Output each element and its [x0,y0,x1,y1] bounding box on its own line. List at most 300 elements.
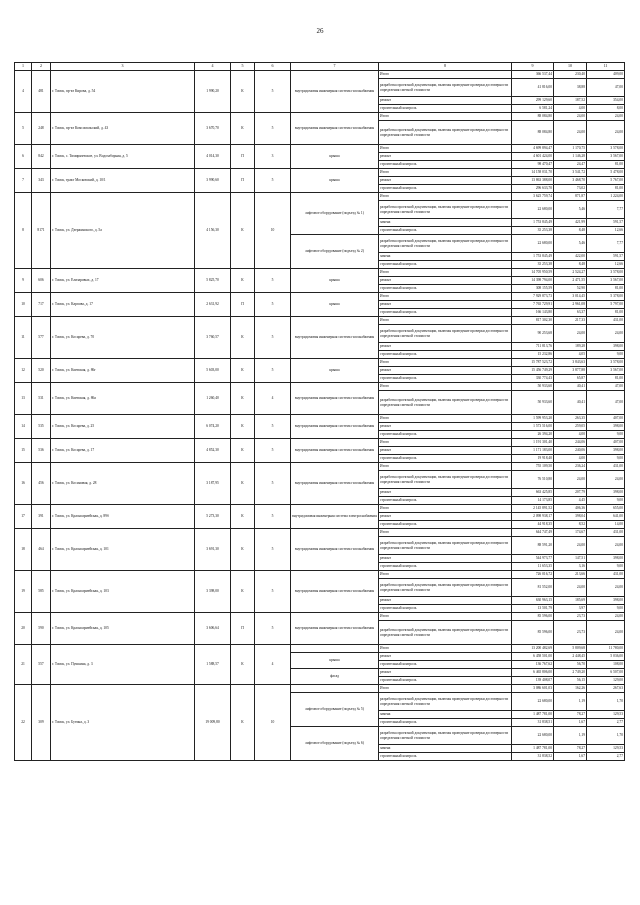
max-cost-value: 9,00 [587,563,625,571]
max-cost-value: 81,00 [587,185,625,193]
max-cost-value: 9,00 [587,605,625,613]
max-cost-value: 3 567,00 [587,277,625,285]
house-area: 3 691,30 [195,529,231,571]
row-number: 9 [15,269,32,293]
unit-cost-value: 1 170,75 [554,145,587,153]
work-kind: строительный контроль [379,161,512,169]
work-kind: разработка проектной документации, включая проведение проверки достоверности определения сметной стоимости [379,391,512,415]
house-area: 5 603,00 [195,359,231,383]
work-type: внутридомовая инженерная система газоснабжения [291,613,379,645]
house-floors: 5 [255,505,291,529]
unit-cost-value: 3 541,72 [554,169,587,177]
cost-value: 711 813,76 [512,343,554,351]
work-kind: Итого [379,529,512,537]
work-kind: строительный контроль [379,661,512,669]
work-type: внутридомовая инженерная система газоснабжения [291,383,379,415]
max-cost-value: 24,00 [587,113,625,121]
house-address: г. Томск, с. Тимирязевское, ул. Водозаборная, д. 5 [51,145,195,169]
work-kind: строительный контроль [379,497,512,505]
unit-cost-value: 24,00 [554,579,587,597]
house-address: г. Томск, пр-кт Комсомольский, д. 43 [51,113,195,145]
work-kind: ремонт [379,423,512,431]
max-cost-value: 47,00 [587,391,625,415]
unit-cost-value: 63,37 [554,309,587,317]
cost-value: 2 145 891,52 [512,505,554,513]
cost-value: 22 680,00 [512,201,554,219]
work-kind: Итого [379,463,512,471]
row-number: 10 [15,293,32,317]
house-area: 1 990,20 [195,71,231,113]
work-kind: Итого [379,193,512,201]
unit-cost-value: 3,97 [554,605,587,613]
work-kind: Итого [379,645,512,653]
house-floors: 4 [255,383,291,415]
house-id: 309 [32,685,51,761]
house-floors: 5 [255,359,291,383]
house-id: 577 [32,317,51,359]
cost-value: 2 098 938,17 [512,513,554,521]
work-kind: Итого [379,505,512,513]
max-cost-value: 3 578,00 [587,145,625,153]
unit-cost-value: 2 524,27 [554,269,587,277]
cost-value: 31 838,51 [512,719,554,727]
work-kind: разработка проектной документации, включая проведение проверки достоверности определения сметной стоимости [379,621,512,645]
work-type: внутридомовая инженерная система газоснабжения [291,113,379,145]
house-type: К [231,685,255,761]
cost-value: 15 232,86 [512,351,554,359]
col-header: 5 [231,63,255,71]
work-type: крыша [291,269,379,293]
unit-cost-value: 147,51 [554,555,587,563]
unit-cost-value: 73,02 [554,185,587,193]
house-type: П [231,145,255,169]
cost-value: 4 699 894,47 [512,145,554,153]
cost-value: 22 680,00 [512,235,554,253]
max-cost-value: 591,57 [587,253,625,261]
cost-value: 14 398 794,00 [512,277,554,285]
cost-value: 1 573 516,00 [512,423,554,431]
house-floors: 10 [255,685,291,761]
house-area: 1 588,57 [195,645,231,685]
house-floors: 5 [255,529,291,571]
cost-value: 6 581,24 [512,105,554,113]
work-kind: ремонт [379,177,512,185]
house-area: 3 670,70 [195,113,231,145]
cost-value: 88 084,80 [512,113,554,121]
cost-value: 1 487 781,00 [512,711,554,719]
cost-value: 6 465 806,00 [512,669,554,677]
house-area: 4 014,30 [195,145,231,169]
col-header: 10 [554,63,587,71]
unit-cost-value: 8,52 [554,521,587,529]
table-row [15,293,625,301]
cost-value: 15 456 749,29 [512,367,554,375]
unit-cost-value: 244,06 [554,439,587,447]
cost-value: 366 537,44 [512,71,554,79]
work-type: внутридомовая инженерная система газоснабжения [291,571,379,613]
house-address: г. Томск, ул. Киевская, д. 86а [51,383,195,415]
house-floors: 5 [255,463,291,505]
max-cost-value: 655,00 [587,505,625,513]
col-header: 8 [379,63,512,71]
cost-value: 14 173,85 [512,497,554,505]
work-kind: ремонт [379,597,512,605]
cost-value: 308 155,59 [512,285,554,293]
cost-value: 3 625 759,74 [512,193,554,201]
house-area: 3 990,60 [195,169,231,193]
cost-value: 1 753 845,49 [512,219,554,227]
unit-cost-value: 38,88 [554,79,587,97]
house-id: 456 [32,463,51,505]
row-number: 5 [15,113,32,145]
table-row [15,113,625,121]
house-area: 2 631,92 [195,293,231,317]
work-type: лифтовое оборудование (подъезд № 2) [291,235,379,269]
unit-cost-value: 8,48 [554,227,587,235]
house-address: г. Томск, ул. Бутина, д. 3 [51,685,195,761]
unit-cost-value: 871,87 [554,193,587,201]
max-cost-value: 398,00 [587,555,625,563]
unit-cost-value: 2 448,45 [554,653,587,661]
house-id: 535 [32,415,51,439]
house-address: г. Томск, ул. Карпова, д. 17 [51,293,195,317]
work-kind: Итого [379,439,512,447]
cost-value: 14 705 950,59 [512,269,554,277]
work-type: внутридомовая инженерная система электроснабжения [291,505,379,529]
max-cost-value: 9,00 [587,455,625,463]
house-type: К [231,383,255,415]
work-kind: замена [379,253,512,261]
work-type [291,645,379,653]
max-cost-value: 398,00 [587,489,625,497]
house-address: г. Томск, ул. Косарева, д. 17 [51,439,195,463]
max-cost-value: 354,00 [587,97,625,105]
max-cost-value: 5 378,00 [587,293,625,301]
max-cost-value: 8,00 [587,105,625,113]
work-kind: Итого [379,613,512,621]
house-type: К [231,645,255,685]
cost-value: 98 470,47 [512,161,554,169]
work-type: внутридомовая инженерная система газоснабжения [291,529,379,571]
unit-cost-value: 1,67 [554,719,587,727]
table-row [15,439,625,447]
row-number: 19 [15,571,32,613]
row-number: 17 [15,505,32,529]
cost-value: 90 253,68 [512,325,554,343]
cost-value: 41 816,00 [512,79,554,97]
house-id: 557 [32,645,51,685]
unit-cost-value: 263,35 [554,415,587,423]
work-kind: строительный контроль [379,431,512,439]
work-kind: Итого [379,293,512,301]
unit-cost-value: 207,79 [554,489,587,497]
cost-value: 44 918,35 [512,521,554,529]
work-kind: замена [379,745,512,753]
work-type: крыша [291,293,379,317]
work-type [291,685,379,693]
house-id: 248 [32,113,51,145]
house-id: 343 [32,169,51,193]
max-cost-value: 47,00 [587,383,625,391]
unit-cost-value: 3,16 [554,563,587,571]
max-cost-value: 2,77 [587,719,625,727]
work-kind: строительный контроль [379,677,512,685]
unit-cost-value: 1,19 [554,727,587,745]
max-cost-value: 431,00 [587,571,625,579]
unit-cost-value: 4,00 [554,105,587,113]
work-kind: Итого [379,317,512,325]
work-kind: Итого [379,113,512,121]
cost-value: 19 918,40 [512,455,554,463]
unit-cost-value: 162,26 [554,685,587,693]
house-address: г. Томск, ул. Красноармейская, д. 101 [51,529,195,571]
work-kind: Итого [379,415,512,423]
house-floors: 5 [255,571,291,613]
table-row [15,193,625,201]
cost-value: 544 973,77 [512,555,554,563]
max-cost-value: 3 578,00 [587,359,625,367]
unit-cost-value: 78,27 [554,711,587,719]
house-id: 520 [32,359,51,383]
cost-value: 81 552,00 [512,579,554,597]
cost-value: 50 933,60 [512,383,554,391]
cost-value: 15 787 523,72 [512,359,554,367]
cost-value: 35 253,38 [512,227,554,235]
unit-cost-value: 1,19 [554,693,587,711]
cost-value: 11 653,35 [512,563,554,571]
house-id: 606 [32,269,51,293]
max-cost-value: 407,00 [587,415,625,423]
work-kind: строительный контроль [379,285,512,293]
table-row [15,505,625,513]
max-cost-value: 47,00 [587,79,625,97]
house-address: г. Томск, пр-кт Кирова, д. 54 [51,71,195,113]
work-kind: ремонт [379,277,512,285]
cost-value: 630 963,15 [512,597,554,605]
work-kind: разработка проектной документации, включая проведение проверки достоверности определения сметной стоимости [379,79,512,97]
cost-value: 76 510,80 [512,471,554,489]
max-cost-value: 431,00 [587,463,625,471]
work-kind: строительный контроль [379,521,512,529]
unit-cost-value: 406,36 [554,505,587,513]
cost-value: 755 109,50 [512,463,554,471]
work-type: внутридомовая инженерная система газоснабжения [291,415,379,439]
unit-cost-value: 230,40 [554,71,587,79]
unit-cost-value: 1 146,28 [554,153,587,161]
column-number-row [15,63,625,71]
cost-value: 22 680,00 [512,727,554,745]
max-cost-value: 398,00 [587,343,625,351]
work-kind: Итого [379,169,512,177]
cost-value: 85 596,00 [512,621,554,645]
col-header: 9 [512,63,554,71]
house-type: К [231,439,255,463]
house-area: 5 825,70 [195,269,231,293]
cost-value: 7 929 873,73 [512,293,554,301]
unit-cost-value: 56,15 [554,677,587,685]
house-floors: 5 [255,269,291,293]
work-type: лифтовое оборудование (подъезд № 1) [291,193,379,235]
cost-value: 299 129,60 [512,97,554,105]
max-cost-value: 431,00 [587,317,625,325]
unit-cost-value: 174,67 [554,529,587,537]
unit-cost-value: 240,06 [554,447,587,455]
work-type: внутридомовая инженерная система газоснабжения [291,439,379,463]
house-id: 842 [32,145,51,169]
cost-value: 88 591,20 [512,537,554,555]
unit-cost-value: 3 014,45 [554,293,587,301]
work-kind: ремонт [379,555,512,563]
max-cost-value: 7,77 [587,235,625,253]
cost-value: 817 302,30 [512,317,554,325]
max-cost-value: 24,00 [587,471,625,489]
work-type: крыша [291,169,379,193]
work-kind: ремонт [379,97,512,105]
unit-cost-value: 24,47 [554,161,587,169]
house-floors: 5 [255,613,291,645]
max-cost-value: 24,00 [587,613,625,621]
cost-value: 330 774,43 [512,375,554,383]
house-address: г. Томск, ул. Пушкина, д. 3 [51,645,195,685]
max-cost-value: 81,00 [587,285,625,293]
table-row [15,71,625,79]
house-type: К [231,113,255,145]
unit-cost-value: 4,00 [554,431,587,439]
house-id: 531 [32,383,51,415]
work-kind: разработка проектной документации, включая проведение проверки достоверности определения сметной стоимости [379,121,512,145]
work-kind: разработка проектной документации, включая проведение проверки достоверности определения сметной стоимости [379,693,512,711]
col-header: 11 [587,63,625,71]
unit-cost-value: 56,70 [554,661,587,669]
house-area: 6 074,20 [195,415,231,439]
house-type: К [231,529,255,571]
work-kind: строительный контроль [379,563,512,571]
work-kind: разработка проектной документации, включая проведение проверки достоверности определения сметной стоимости [379,235,512,253]
work-type: внутридомовая инженерная система газоснабжения [291,71,379,113]
house-type: П [231,169,255,193]
row-number: 11 [15,317,32,359]
max-cost-value: 129,53 [587,745,625,753]
cost-value: 26 394,20 [512,431,554,439]
table-row [15,169,625,177]
house-id: 590 [32,613,51,645]
max-cost-value: 24,00 [587,621,625,645]
table-row [15,529,625,537]
max-cost-value: 129,00 [587,677,625,685]
unit-cost-value: 4,05 [554,351,587,359]
col-header: 6 [255,63,291,71]
house-type: К [231,463,255,505]
unit-cost-value: 1,67 [554,753,587,761]
cost-value: 1 191 301,40 [512,439,554,447]
house-address: г. Томск, ул. Киевская, д. 86г [51,359,195,383]
row-number: 22 [15,685,32,761]
max-cost-value: 81,00 [587,309,625,317]
unit-cost-value: 2 961,08 [554,301,587,309]
cost-value: 13 200 482,69 [512,645,554,653]
house-type: К [231,505,255,529]
house-area: 19 009,80 [195,685,231,761]
row-number: 15 [15,439,32,463]
max-cost-value: 14,00 [587,521,625,529]
cost-value: 85 596,00 [512,613,554,621]
max-cost-value: 5 767,00 [587,177,625,185]
house-address: г. Томск, тракт Московский, д. 10/1 [51,169,195,193]
house-type: К [231,269,255,293]
row-number: 21 [15,645,32,685]
max-cost-value: 267,63 [587,685,625,693]
work-kind: строительный контроль [379,185,512,193]
unit-cost-value: 40,41 [554,391,587,415]
house-type: П [231,293,255,317]
cost-value: 13 863 388,00 [512,177,554,185]
unit-cost-value: 4,45 [554,497,587,505]
row-number: 16 [15,463,32,505]
house-type: К [231,415,255,439]
house-type: К [231,71,255,113]
work-kind: строительный контроль [379,105,512,113]
col-header: 7 [291,63,379,71]
unit-cost-value: 8,48 [554,261,587,269]
table-row [15,613,625,621]
unit-cost-value: 3 843,63 [554,359,587,367]
unit-cost-value: 24,00 [554,471,587,489]
unit-cost-value: 2 471,55 [554,277,587,285]
unit-cost-value: 52,90 [554,285,587,293]
house-id: 8171 [32,193,51,269]
unit-cost-value: 78,27 [554,745,587,753]
house-type: К [231,317,255,359]
table-row [15,645,625,653]
cost-value: 1 171 183,00 [512,447,554,455]
max-cost-value: 9,00 [587,431,625,439]
cost-value: 3 086 601,03 [512,685,554,693]
unit-cost-value: 3 468,70 [554,177,587,185]
work-kind: строительный контроль [379,309,512,317]
col-header: 2 [32,63,51,71]
cost-value: 35 253,38 [512,261,554,269]
house-floors: 5 [255,113,291,145]
unit-cost-value: 213,66 [554,571,587,579]
work-kind: строительный контроль [379,455,512,463]
max-cost-value: 108,00 [587,661,625,669]
unit-cost-value: 421,99 [554,219,587,227]
capital-repair-table [14,62,625,761]
max-cost-value: 1 224,00 [587,193,625,201]
cost-value: 7 765 729,91 [512,301,554,309]
cost-value: 1 753 845,49 [512,253,554,261]
work-type: фасад [291,669,379,685]
house-floors: 3 [255,145,291,169]
max-cost-value: 398,00 [587,423,625,431]
house-floors: 10 [255,193,291,269]
table-row [15,415,625,423]
house-id: 717 [32,293,51,317]
row-number: 4 [15,71,32,113]
unit-cost-value: 217,33 [554,317,587,325]
work-kind: разработка проектной документации, включая проведение проверки достоверности определения сметной стоимости [379,471,512,489]
table-row [15,359,625,367]
row-number: 20 [15,613,32,645]
work-kind: строительный контроль [379,375,512,383]
work-kind: разработка проектной документации, включая проведение проверки достоверности определения сметной стоимости [379,579,512,597]
work-kind: ремонт [379,653,512,661]
unit-cost-value: 187,52 [554,97,587,105]
house-type: П [231,613,255,645]
house-floors: 4 [255,645,291,685]
max-cost-value: 5 478,00 [587,169,625,177]
unit-cost-value: 5,46 [554,235,587,253]
